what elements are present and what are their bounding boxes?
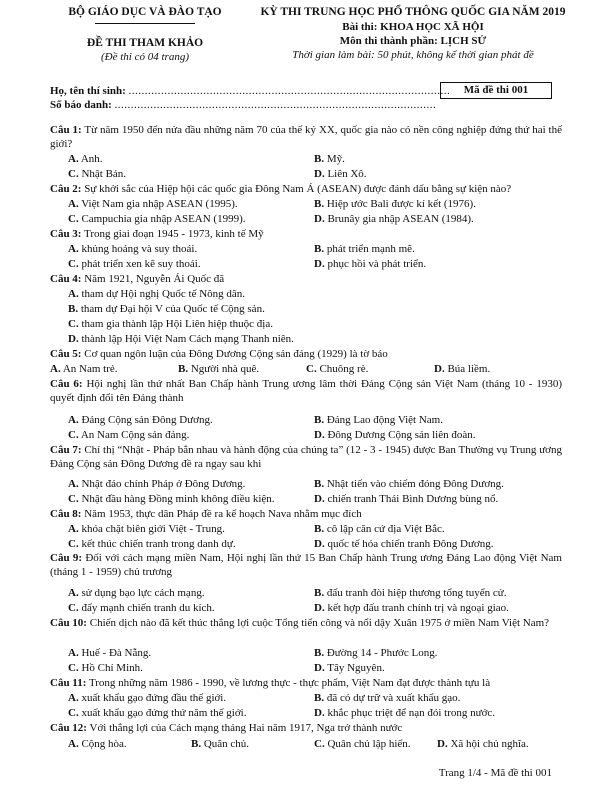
pages-note: (Đề thi có 04 trang) xyxy=(101,51,189,64)
candidate-name-row xyxy=(50,84,451,98)
option-a: A. xuất khẩu gạo đứng đầu thế giới. xyxy=(68,692,227,704)
option-a: A. Huế - Đà Nẵng. xyxy=(68,647,152,659)
option-d: D. thành lập Hội Việt Nam Cách mạng Thanh niên. xyxy=(68,333,294,345)
question-5: Câu 5: Cơ quan ngôn luận của Đông Dương Cộng sản đảng (1929) là tờ báo xyxy=(50,348,388,360)
subject-line: Môn thi thành phần: LỊCH SỬ xyxy=(339,34,487,47)
option-b: B. Nhật tiến vào chiếm đóng Đông Dương. xyxy=(314,478,504,490)
question-11: Câu 11: Trong những năm 1986 - 1990, về lương thực - thực phẩm, Việt Nam đạt được thành tựu là xyxy=(50,677,491,689)
exam-name: KỲ THI TRUNG HỌC PHỔ THÔNG QUỐC GIA NĂM 2019 xyxy=(260,6,566,18)
option-b: B. tham dự Đại hội V của Quốc tế Cộng sản. xyxy=(68,303,265,315)
option-c: C. Chuông rè. xyxy=(306,363,369,375)
option-d: D. khắc phục triệt để nạn đói trong nước. xyxy=(314,707,496,719)
question-number: Câu 1: xyxy=(50,124,82,136)
option-b: B. phát triển mạnh mẽ. xyxy=(314,243,415,255)
question-10: Câu 10: Chiến dịch nào đã kết thúc thắng lợi cuộc Tổng tiến công và nổi dậy Xuân 1975 ở miền Nam Việt Nam? xyxy=(50,617,550,629)
option-c: C. Hồ Chí Minh. xyxy=(68,662,143,674)
option-d: D. kết hợp đấu tranh chính trị và ngoại giao. xyxy=(314,602,509,614)
option-b: B. Người nhà quê. xyxy=(178,363,260,375)
option-c: C. đẩy mạnh chiến tranh du kích. xyxy=(68,602,215,614)
option-a: A. tham dự Hội nghị Quốc tế Nông dân. xyxy=(68,288,246,300)
option-a: A. An Nam trẻ. xyxy=(50,363,118,375)
ministry-name: BỘ GIÁO DỤC VÀ ĐÀO TẠO xyxy=(68,6,222,18)
option-c: C. kết thúc chiến tranh trong danh dự. xyxy=(68,538,236,550)
option-c: C. xuất khẩu gạo đứng thứ năm thế giới. xyxy=(68,707,247,719)
option-d: D. Liên Xô. xyxy=(314,168,367,180)
header-right xyxy=(248,5,578,62)
question-8: Câu 8: Năm 1953, thực dân Pháp đề ra kế hoạch Nava nhằm mục đích xyxy=(50,508,362,520)
option-d: D. Xã hội chủ nghĩa. xyxy=(437,738,529,750)
question-7: Câu 7: Chỉ thị “Nhật - Pháp bắn nhau và hành động của chúng ta” (12 - 3 - 1945) được Ban Thường vụ Trung ương Đảng Cộng sản Đông Dương đề ra ngay sau khi xyxy=(50,444,562,471)
option-b: B. Đường 14 - Phước Long. xyxy=(314,647,438,659)
option-a: A. Cộng hòa. xyxy=(68,738,127,750)
option-c: C. Nhật đầu hàng Đồng minh không điều kiện. xyxy=(68,493,275,505)
option-d: D. Brunây gia nhập ASEAN (1984). xyxy=(314,213,474,225)
option-c: C. Campuchia gia nhập ASEAN (1999). xyxy=(68,213,246,225)
candidate-name-label: Họ, tên thí sinh: xyxy=(50,85,126,97)
question-1 xyxy=(50,123,562,151)
option-c: C. Quân chủ lập hiến. xyxy=(314,738,411,750)
option-c: C. An Nam Cộng sản đảng. xyxy=(68,429,190,441)
option-d: D. quốc tế hóa chiến tranh Đông Dương. xyxy=(314,538,494,550)
option-d: D. Búa liềm. xyxy=(434,363,491,375)
option-a: A. khóa chặt biên giới Việt - Trung. xyxy=(68,523,225,535)
option-d: D. Tây Nguyên. xyxy=(314,662,385,674)
option-b: B. Đảng Lao động Việt Nam. xyxy=(314,414,443,426)
option-c: C. Nhật Bản. xyxy=(68,168,127,180)
question-6: Câu 6: Hội nghị lần thứ nhất Ban Chấp hành Trung ương lâm thời Đảng Cộng sản Việt Nam (tháng 10 - 1930) quyết định đổi tên Đảng thành xyxy=(50,378,562,405)
exam-code-box: Mã đề thi 001 xyxy=(440,82,552,99)
option-b: B. đã có dự trữ và xuất khẩu gạo. xyxy=(314,692,461,704)
candidate-id-row xyxy=(50,98,437,112)
option-b: B. đấu tranh đòi hiệp thương tổng tuyển cử. xyxy=(314,587,507,599)
test-line: Bài thi: KHOA HỌC XÃ HỘI xyxy=(342,20,484,33)
question-2: Câu 2: Sự khởi sắc của Hiệp hội các quốc gia Đông Nam Á (ASEAN) được đánh dấu bằng sự kiện nào? xyxy=(50,183,512,195)
question-3: Câu 3: Trong giai đoạn 1945 - 1973, kinh tế Mỹ xyxy=(50,228,264,240)
candidate-name-dots: ................................................................................................... xyxy=(128,85,451,97)
time-line: Thời gian làm bài: 50 phút, không kể thời gian phát đề xyxy=(292,48,534,61)
option-a: A. sử dụng bạo lực cách mạng. xyxy=(68,587,205,599)
exam-type: ĐỀ THI THAM KHẢO xyxy=(86,36,204,49)
option-d: D. chiến tranh Thái Bình Dương bùng nổ. xyxy=(314,493,499,505)
option-c: C. tham gia thành lập Hội Liên hiệp thuộc địa. xyxy=(68,318,273,330)
option-d: D. Đông Dương Cộng sản liên đoàn. xyxy=(314,429,476,441)
candidate-id-label: Số báo danh: xyxy=(50,99,112,111)
question-stem: Từ năm 1950 đến nửa đầu những năm 70 của thế kỷ XX, quốc gia nào có nền công nghiệp đứng thứ hai thế giới? xyxy=(50,124,562,151)
option-b: B. cô lập căn cứ địa Việt Bắc. xyxy=(314,523,445,535)
option-b: B. Hiệp ước Bali được kí kết (1976). xyxy=(314,198,476,210)
option-b: B. Quân chủ. xyxy=(191,738,250,750)
header-left xyxy=(50,5,240,65)
option-a: A. Nhật đảo chính Pháp ở Đông Dương. xyxy=(68,478,246,490)
page-footer: Trang 1/4 - Mã đề thi 001 xyxy=(438,766,552,779)
candidate-id-dots: ................................................................................................... xyxy=(114,99,437,111)
question-12: Câu 12: Với thắng lợi của Cách mạng tháng Hai năm 1917, Nga trở thành nước xyxy=(50,722,403,734)
option-b: B. Mỹ. xyxy=(314,153,345,165)
divider xyxy=(95,23,195,24)
option-a: A. Việt Nam gia nhập ASEAN (1995). xyxy=(68,198,238,210)
option-a: A. khủng hoảng và suy thoái. xyxy=(68,243,198,255)
option-a: A. Anh. xyxy=(68,153,103,165)
option-a: A. Đảng Cộng sản Đông Dương. xyxy=(68,414,213,426)
option-c: C. phát triển xen kẽ suy thoái. xyxy=(68,258,201,270)
question-4: Câu 4: Năm 1921, Nguyễn Ái Quốc đã xyxy=(50,273,225,285)
question-9: Câu 9: Đối với cách mạng miền Nam, Hội nghị lần thứ 15 Ban Chấp hành Trung ương Đảng Lao động Việt Nam (tháng 1 - 1959) chủ trương xyxy=(50,552,562,579)
option-d: D. phục hồi và phát triển. xyxy=(314,258,427,270)
